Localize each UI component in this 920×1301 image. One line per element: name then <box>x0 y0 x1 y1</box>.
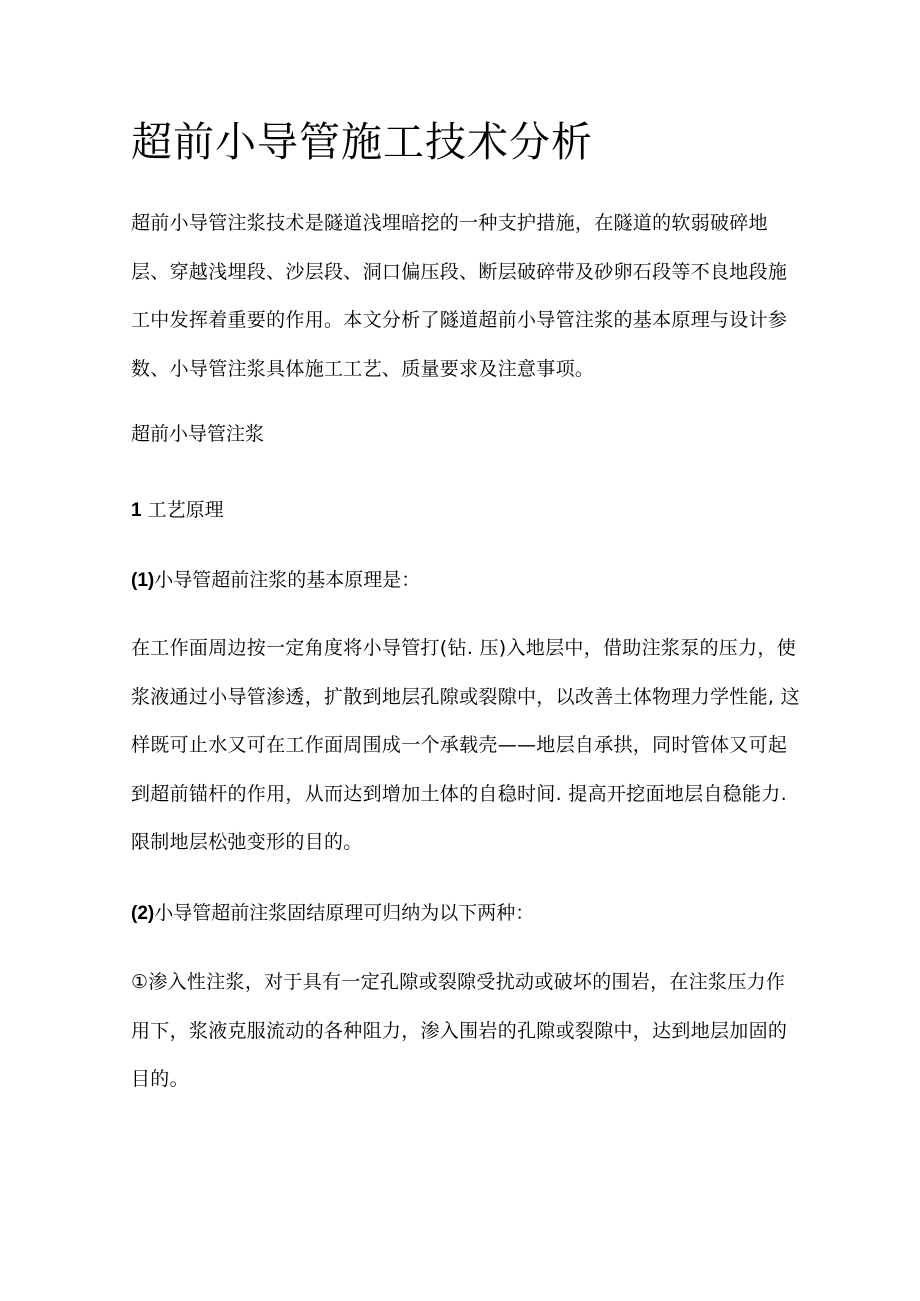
subsection-number: 1 <box>131 500 142 521</box>
intro-paragraph: 超前小导管注浆技术是隧道浅埋暗挖的一种支护措施，在隧道的软弱破碎地层、穿越浅埋段、沙层段、洞口偏压段、断层破碎带及砂卵石段等不良地段施工中发挥着重要的作用。本文分析了隧道超前小导管注浆的基本原理与设计参数、小导管注浆具体施工工艺、质量要求及注意事项。 <box>131 212 788 380</box>
item1-number: (1) <box>131 570 155 591</box>
item2-heading-text: 小导管超前注浆固结原理可归纳为以下两种： <box>154 902 535 924</box>
document-title: 超前小导管施工技术分析 <box>131 118 593 166</box>
subsection-title: 工艺原理 <box>147 499 224 521</box>
section-title: 超前小导管注浆 <box>131 423 265 445</box>
item2-heading <box>131 898 534 929</box>
item1-heading <box>131 565 420 596</box>
item1-heading-text: 小导管超前注浆的基本原理是： <box>154 569 421 591</box>
item2-point1-paragraph: ①渗入性注浆，对于具有一定孔隙或裂隙受扰动或破坏的围岩，在注浆压力作用下，浆液克服流动的各种阻力，渗入围岩的孔隙或裂隙中，达到地层加固的目的。 <box>131 971 788 1090</box>
subsection-heading <box>131 495 224 526</box>
item2-number: (2) <box>131 903 155 924</box>
item1-body-paragraph: 在工作面周边按一定角度将小导管打(钻. 压)入地层中，借助注浆泵的压力，使浆液通过小导管渗透，扩散到地层孔隙或裂隙中，以改善土体物理力学性能, 这样既可止水又可在工作面周围成一个承载壳——地层自承拱，同时管体又可起到超前锚杆的作用，从而达到增加土体的自稳时间. 提高开挖面地层自稳能力. 限制地层松弛变形的目的。 <box>131 637 800 853</box>
